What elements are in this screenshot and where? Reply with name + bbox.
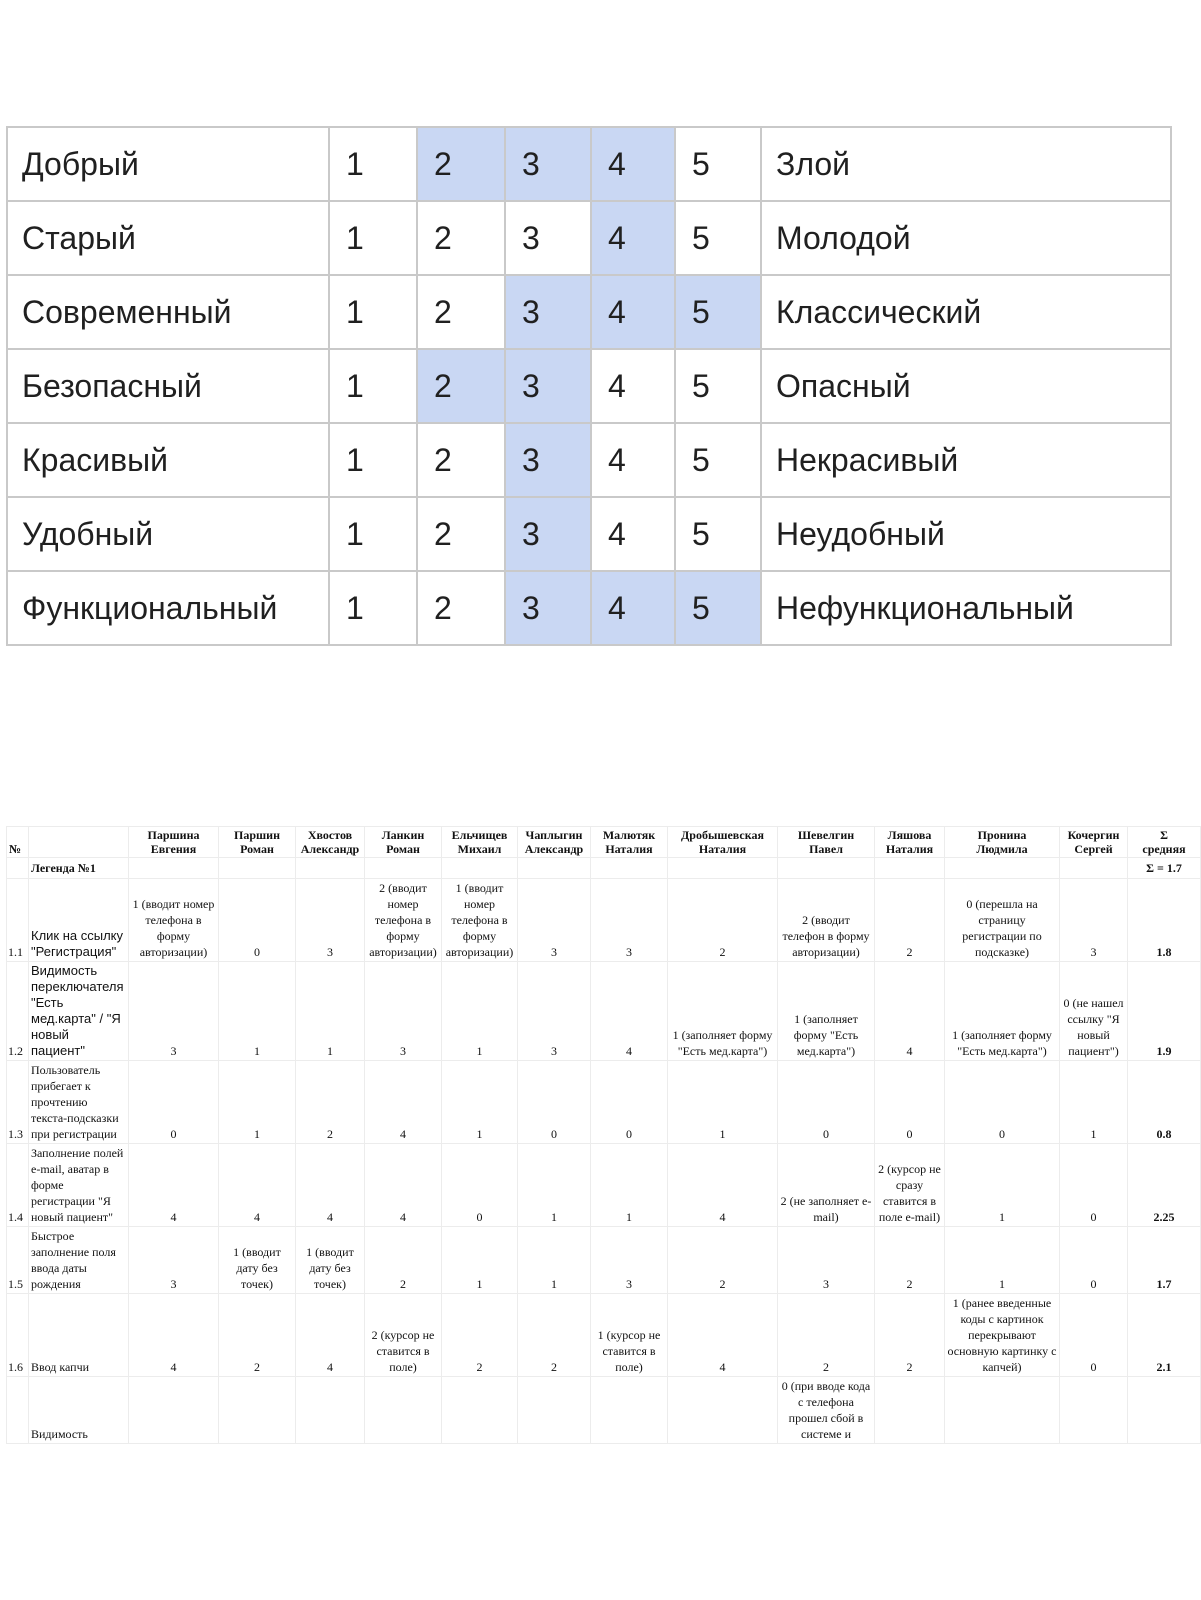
scale-right-adjective: Молодой: [761, 201, 1171, 275]
participant-score: 1 (ранее введенные коды с картинок перекрывают основную картинку с капчей): [945, 1294, 1060, 1377]
participant-score: 1: [1060, 1061, 1128, 1144]
criterion-index: 1.4: [7, 1144, 29, 1227]
column-header-participant: [296, 827, 365, 858]
scale-value-cell: 4: [591, 497, 675, 571]
scale-value-cell: 2: [417, 571, 505, 645]
scale-row: [7, 423, 1171, 497]
criterion-row: [7, 1294, 1201, 1377]
criterion-row: [7, 1377, 1201, 1444]
participant-score: 0: [129, 1061, 219, 1144]
participant-score: 2: [442, 1294, 518, 1377]
participant-score: 2 (вводит телефон в форму авторизации): [778, 879, 875, 962]
scale-value-cell: 3: [505, 571, 591, 645]
scale-value-cell: 3: [505, 349, 591, 423]
participant-score: 0: [1060, 1144, 1128, 1227]
column-header-participant: [518, 827, 591, 858]
participant-score: 0 (при вводе кода с телефона прошел сбой в системе и: [778, 1377, 875, 1444]
participant-score: 2: [365, 1227, 442, 1294]
column-header-participant: [129, 827, 219, 858]
legend-empty-cell: [875, 858, 945, 879]
participant-surname: Пронина: [977, 828, 1027, 842]
participant-surname: Чаплыгин: [525, 828, 583, 842]
participant-surname: Паршина: [147, 828, 200, 842]
usability-test-table-container: [6, 826, 1200, 1441]
participant-score: 4: [296, 1294, 365, 1377]
column-header-criterion: [29, 827, 129, 858]
participant-surname: Паршин: [234, 828, 280, 842]
participant-score: 4: [591, 962, 668, 1061]
scale-value-cell: 1: [329, 275, 417, 349]
criterion-row: [7, 962, 1201, 1061]
scale-row: [7, 201, 1171, 275]
legend-empty-cell: [365, 858, 442, 879]
column-header-average: [1128, 827, 1201, 858]
criterion-average: 2.25: [1128, 1144, 1201, 1227]
scale-value-cell: 2: [417, 201, 505, 275]
participant-name: Роман: [240, 842, 274, 856]
criterion-average: 1.8: [1128, 879, 1201, 962]
participant-score: 0: [442, 1144, 518, 1227]
scale-value-cell: 4: [591, 201, 675, 275]
scale-left-adjective: Современный: [7, 275, 329, 349]
scale-value-cell: 3: [505, 127, 591, 201]
criterion-description: Видимость переключателя "Есть мед.карта" / "Я новый пациент": [29, 962, 129, 1061]
column-header-number: №: [7, 827, 29, 858]
criterion-average: [1128, 1377, 1201, 1444]
participant-score: 3: [129, 1227, 219, 1294]
participant-score: [518, 1377, 591, 1444]
participant-score: 3: [1060, 879, 1128, 962]
participant-score: 1 (вводит дату без точек): [296, 1227, 365, 1294]
scale-value-cell: 5: [675, 275, 761, 349]
criterion-description: Пользователь прибегает к прочтению текста-подсказки при регистрации: [29, 1061, 129, 1144]
participant-surname: Шевелгин: [797, 828, 855, 842]
column-header-participant: [778, 827, 875, 858]
criterion-description: Видимость: [29, 1377, 129, 1444]
scale-left-adjective: Безопасный: [7, 349, 329, 423]
participant-score: 0: [518, 1061, 591, 1144]
legend-empty-cell: [129, 858, 219, 879]
scale-row: [7, 127, 1171, 201]
participant-score: [1060, 1377, 1128, 1444]
header-row: [7, 827, 1201, 858]
scale-value-cell: 4: [591, 571, 675, 645]
criterion-row: [7, 1061, 1201, 1144]
criterion-description: Быстрое заполнение поля ввода даты рождения: [29, 1227, 129, 1294]
participant-score: 3: [518, 962, 591, 1061]
participant-score: 0: [778, 1061, 875, 1144]
criterion-description: Ввод капчи: [29, 1294, 129, 1377]
column-header-participant: [875, 827, 945, 858]
participant-score: 0: [219, 879, 296, 962]
participant-score: 4: [875, 962, 945, 1061]
participant-score: 1: [945, 1227, 1060, 1294]
participant-score: 2 (курсор не ставится в поле): [365, 1294, 442, 1377]
scale-value-cell: 5: [675, 497, 761, 571]
legend-empty-cell: [945, 858, 1060, 879]
participant-score: [945, 1377, 1060, 1444]
participant-score: [668, 1377, 778, 1444]
criterion-index: [7, 1377, 29, 1444]
participant-surname: Ельчищев: [451, 828, 508, 842]
scale-row: [7, 275, 1171, 349]
scale-value-cell: 1: [329, 127, 417, 201]
participant-score: 1 (заполняет форму "Есть мед.карта"): [668, 962, 778, 1061]
participant-score: 4: [219, 1144, 296, 1227]
participant-surname: Хвостов: [307, 828, 353, 842]
participant-score: 4: [365, 1061, 442, 1144]
legend-empty-cell: [591, 858, 668, 879]
participant-name: Александр: [300, 842, 360, 856]
scale-right-adjective: Злой: [761, 127, 1171, 201]
participant-score: 2: [219, 1294, 296, 1377]
scale-right-adjective: Нефункциональный: [761, 571, 1171, 645]
participant-score: 2 (курсор не сразу ставится в поле e-mail): [875, 1144, 945, 1227]
participant-score: 0: [1060, 1294, 1128, 1377]
legend-empty-cell: [518, 858, 591, 879]
scale-right-adjective: Классический: [761, 275, 1171, 349]
legend-empty-cell: [778, 858, 875, 879]
scale-value-cell: 3: [505, 201, 591, 275]
scale-left-adjective: Красивый: [7, 423, 329, 497]
scale-value-cell: 1: [329, 349, 417, 423]
participant-score: 1: [442, 962, 518, 1061]
participant-score: 0: [591, 1061, 668, 1144]
participant-score: 2: [875, 879, 945, 962]
scale-value-cell: 1: [329, 201, 417, 275]
participant-name: Евгения: [150, 842, 197, 856]
participant-score: 2: [778, 1294, 875, 1377]
participant-score: 1 (вводит номер телефона в форму авторизации): [129, 879, 219, 962]
scale-value-cell: 2: [417, 275, 505, 349]
participant-score: 1: [442, 1061, 518, 1144]
participant-score: 1: [296, 962, 365, 1061]
participant-score: 3: [518, 879, 591, 962]
scale-value-cell: 3: [505, 497, 591, 571]
participant-score: 1: [219, 962, 296, 1061]
criterion-index: 1.3: [7, 1061, 29, 1144]
column-header-participant: [591, 827, 668, 858]
criterion-index: 1.5: [7, 1227, 29, 1294]
participant-score: 1: [668, 1061, 778, 1144]
criterion-row: [7, 879, 1201, 962]
legend-empty-cell: [1060, 858, 1128, 879]
legend-empty-cell: [442, 858, 518, 879]
participant-score: 4: [365, 1144, 442, 1227]
column-header-participant: [668, 827, 778, 858]
participant-score: 3: [591, 1227, 668, 1294]
participant-score: 3: [129, 962, 219, 1061]
scale-value-cell: 4: [591, 423, 675, 497]
participant-surname: Малютяк: [602, 828, 656, 842]
participant-name: Роман: [386, 842, 420, 856]
legend-index-cell: [7, 858, 29, 879]
scale-value-cell: 4: [591, 275, 675, 349]
participant-score: 1 (вводит дату без точек): [219, 1227, 296, 1294]
participant-name: Наталия: [885, 842, 934, 856]
scale-value-cell: 2: [417, 497, 505, 571]
scale-left-adjective: Удобный: [7, 497, 329, 571]
participant-name: Михаил: [457, 842, 502, 856]
participant-score: 4: [668, 1294, 778, 1377]
criterion-row: [7, 1144, 1201, 1227]
participant-score: 4: [668, 1144, 778, 1227]
participant-score: [875, 1377, 945, 1444]
sum-symbol: Σ: [1160, 828, 1168, 842]
participant-name: Павел: [809, 842, 843, 856]
participant-score: 2: [668, 879, 778, 962]
scale-value-cell: 2: [417, 423, 505, 497]
participant-score: 1 (вводит номер телефона в форму авторизации): [442, 879, 518, 962]
participant-score: 1: [518, 1227, 591, 1294]
participant-score: 1: [442, 1227, 518, 1294]
criterion-index: 1.1: [7, 879, 29, 962]
scale-value-cell: 4: [591, 349, 675, 423]
participant-score: 3: [296, 879, 365, 962]
participant-score: 4: [129, 1144, 219, 1227]
scale-value-cell: 1: [329, 571, 417, 645]
participant-score: 2 (вводит номер телефона в форму авторизации): [365, 879, 442, 962]
participant-score: [591, 1377, 668, 1444]
participant-surname: Ланкин: [381, 828, 425, 842]
usability-test-table: [6, 826, 1201, 1444]
participant-score: 1: [591, 1144, 668, 1227]
legend-empty-cell: [668, 858, 778, 879]
participant-score: [296, 1377, 365, 1444]
legend-label: Легенда №1: [29, 858, 129, 879]
scale-value-cell: 5: [675, 571, 761, 645]
criterion-row: [7, 1227, 1201, 1294]
legend-empty-cell: [219, 858, 296, 879]
criterion-index: 1.2: [7, 962, 29, 1061]
criterion-average: 1.7: [1128, 1227, 1201, 1294]
participant-name: Сергей: [1074, 842, 1113, 856]
participant-score: 1 (курсор не ставится в поле): [591, 1294, 668, 1377]
participant-score: 1: [945, 1144, 1060, 1227]
participant-score: 3: [591, 879, 668, 962]
scale-left-adjective: Старый: [7, 201, 329, 275]
scale-value-cell: 5: [675, 127, 761, 201]
participant-score: 2: [875, 1227, 945, 1294]
participant-score: 0: [945, 1061, 1060, 1144]
scale-value-cell: 5: [675, 423, 761, 497]
participant-score: 0 (перешла на страницу регистрации по подсказке): [945, 879, 1060, 962]
scale-row: [7, 571, 1171, 645]
participant-score: 4: [296, 1144, 365, 1227]
scale-value-cell: 3: [505, 423, 591, 497]
participant-score: 2: [668, 1227, 778, 1294]
legend-empty-cell: [296, 858, 365, 879]
column-header-participant: [945, 827, 1060, 858]
participant-score: [219, 1377, 296, 1444]
scale-value-cell: 3: [505, 275, 591, 349]
participant-name: Александр: [524, 842, 584, 856]
participant-score: 0: [875, 1061, 945, 1144]
column-header-participant: [219, 827, 296, 858]
participant-score: 3: [365, 962, 442, 1061]
participant-surname: Дробышевская: [681, 828, 764, 842]
column-header-participant: [365, 827, 442, 858]
participant-score: 2: [875, 1294, 945, 1377]
participant-score: 0: [1060, 1227, 1128, 1294]
participant-surname: Ляшова: [887, 828, 932, 842]
scale-value-cell: 1: [329, 423, 417, 497]
semantic-differential-table: [6, 126, 1172, 646]
scale-value-cell: 5: [675, 201, 761, 275]
total-sum: Σ = 1.7: [1128, 858, 1201, 879]
criterion-description: Клик на ссылку "Регистрация": [29, 879, 129, 962]
scale-left-adjective: Добрый: [7, 127, 329, 201]
scale-left-adjective: Функциональный: [7, 571, 329, 645]
scale-row: [7, 497, 1171, 571]
average-label: средняя: [1142, 842, 1186, 856]
scale-value-cell: 1: [329, 497, 417, 571]
criterion-description: Заполнение полей e-mail, аватар в форме регистрации "Я новый пациент": [29, 1144, 129, 1227]
participant-score: 2: [518, 1294, 591, 1377]
scale-value-cell: 4: [591, 127, 675, 201]
scale-value-cell: 5: [675, 349, 761, 423]
participant-score: [365, 1377, 442, 1444]
criterion-average: 1.9: [1128, 962, 1201, 1061]
participant-score: [442, 1377, 518, 1444]
participant-score: 1 (заполняет форму "Есть мед.карта"): [778, 962, 875, 1061]
scale-right-adjective: Неудобный: [761, 497, 1171, 571]
participant-score: 1: [219, 1061, 296, 1144]
participant-score: 2: [296, 1061, 365, 1144]
participant-name: Наталия: [698, 842, 747, 856]
scale-right-adjective: Некрасивый: [761, 423, 1171, 497]
participant-score: 2 (не заполняет e-mail): [778, 1144, 875, 1227]
criterion-index: 1.6: [7, 1294, 29, 1377]
participant-surname: Кочергин: [1067, 828, 1120, 842]
scale-value-cell: 2: [417, 349, 505, 423]
scale-right-adjective: Опасный: [761, 349, 1171, 423]
criterion-average: 0.8: [1128, 1061, 1201, 1144]
legend-row: [7, 858, 1201, 879]
column-header-participant: [442, 827, 518, 858]
participant-score: 4: [129, 1294, 219, 1377]
scale-row: [7, 349, 1171, 423]
scale-value-cell: 2: [417, 127, 505, 201]
criterion-average: 2.1: [1128, 1294, 1201, 1377]
participant-score: 3: [778, 1227, 875, 1294]
participant-score: 1 (заполняет форму "Есть мед.карта"): [945, 962, 1060, 1061]
column-header-participant: [1060, 827, 1128, 858]
participant-score: 0 (не нашел ссылку "Я новый пациент"): [1060, 962, 1128, 1061]
participant-name: Наталия: [605, 842, 653, 856]
participant-score: 1: [518, 1144, 591, 1227]
participant-name: Людмила: [976, 842, 1028, 856]
participant-score: [129, 1377, 219, 1444]
